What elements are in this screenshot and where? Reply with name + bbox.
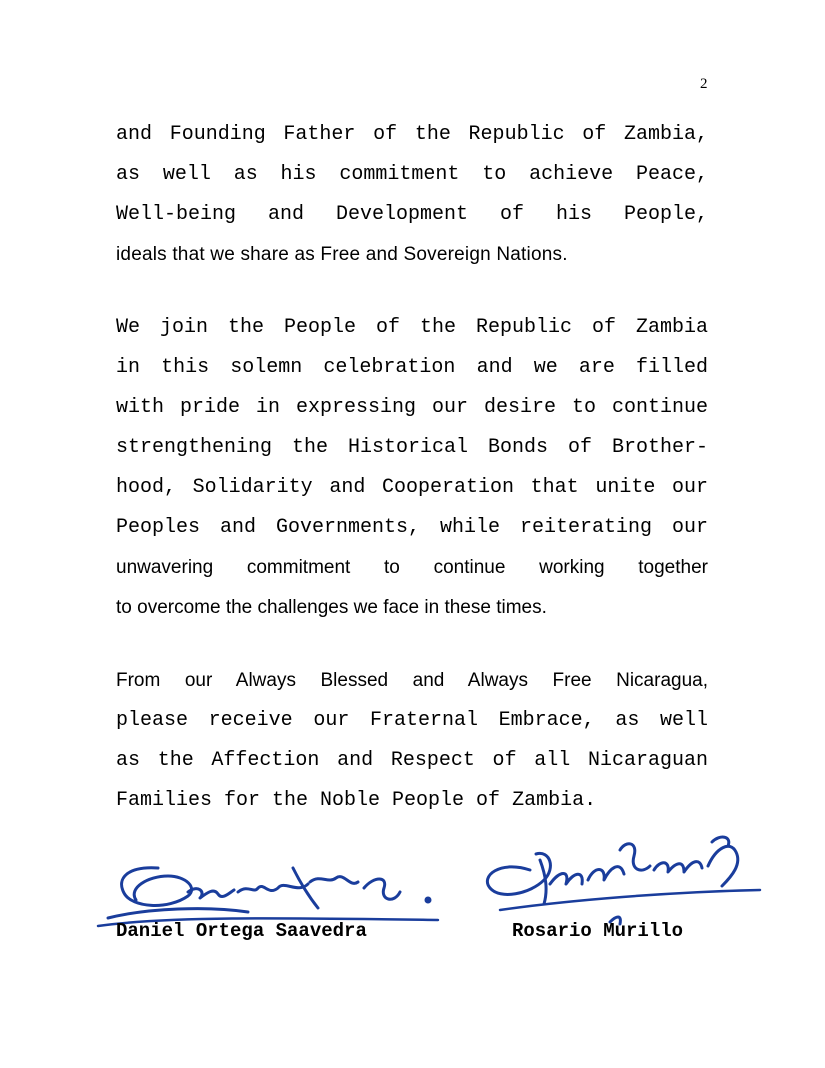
text-line: unwavering commitment to continue working together xyxy=(116,557,708,578)
text-line: as the Affection and Respect of all Nicaraguan xyxy=(116,749,708,772)
text-line: with pride in expressing our desire to continue xyxy=(116,396,708,419)
text-line: Peoples and Governments, while reiterating our xyxy=(116,516,708,539)
text-line: ideals that we share as Free and Sovereign Nations. xyxy=(116,244,568,265)
text-line: and Founding Father of the Republic of Zambia, xyxy=(116,123,708,146)
text-line: hood, Solidarity and Cooperation that unite our xyxy=(116,476,708,499)
text-line: in this solemn celebration and we are filled xyxy=(116,356,708,379)
text-line: We join the People of the Republic of Zambia xyxy=(116,316,708,339)
text-line: as well as his commitment to achieve Peace, xyxy=(116,163,708,186)
paragraph-1 xyxy=(116,115,708,275)
paragraph-2 xyxy=(116,308,708,628)
text-line: please receive our Fraternal Embrace, as well xyxy=(116,709,708,732)
text-line: to overcome the challenges we face in these times. xyxy=(116,597,547,618)
text-line: strengthening the Historical Bonds of Brother- xyxy=(116,436,708,459)
text-line: Well-being and Development of his People, xyxy=(116,203,708,226)
signatory-name-ortega: Daniel Ortega Saavedra xyxy=(116,920,367,942)
signatory-name-murillo: Rosario Murillo xyxy=(512,920,684,942)
text-line: Families for the Noble People of Zambia. xyxy=(116,789,597,812)
page-number: 2 xyxy=(700,76,708,92)
paragraph-3 xyxy=(116,661,708,821)
text-line: From our Always Blessed and Always Free Nicaragua, xyxy=(116,670,708,691)
